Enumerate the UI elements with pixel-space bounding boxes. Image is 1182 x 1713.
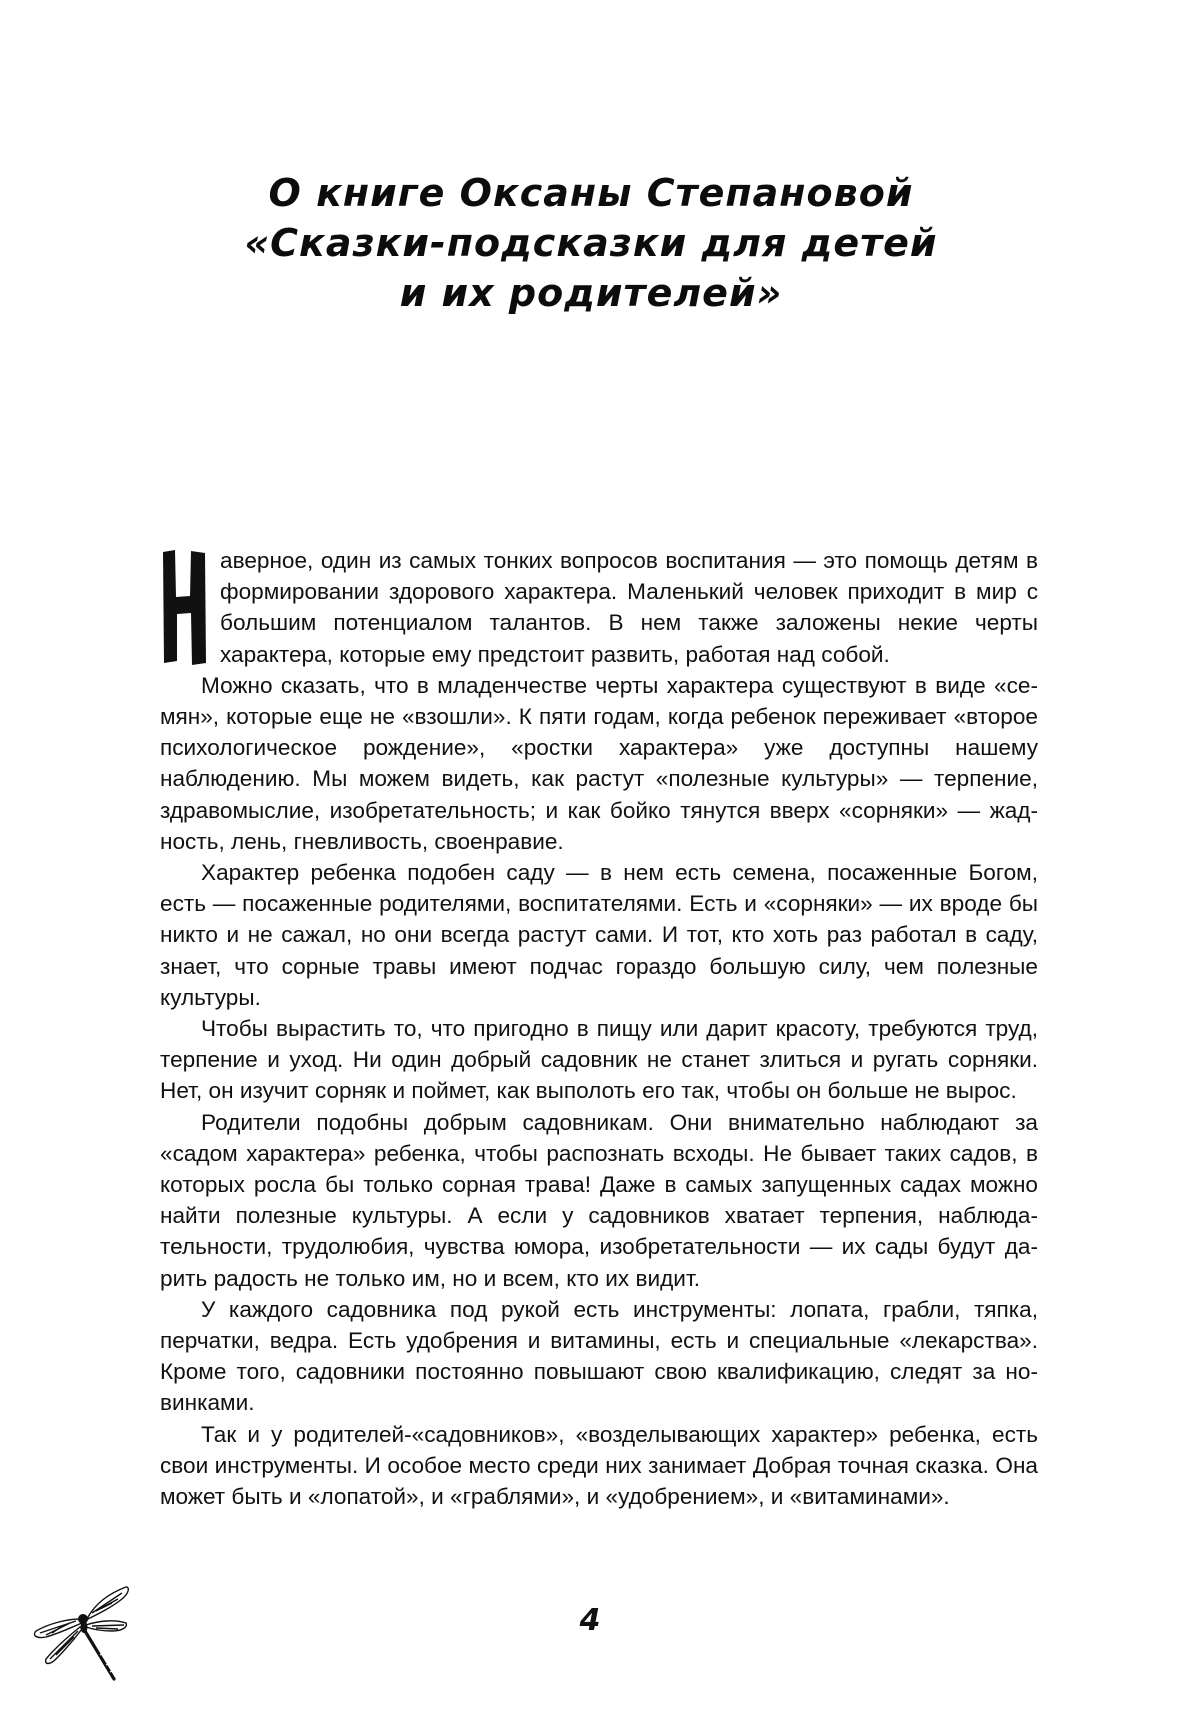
chapter-title-line-1: О книге Оксаны Степановой (268, 171, 914, 215)
paragraph-6: У каждого садовника под рукой есть инструменты: лопата, грабли, тяпка, перчатки, ведра. Есть удобрения и витамины, есть и специальные «лекарства». Кроме того, садовники постоянно повышают свою квалификацию, следят за новинками. (160, 1296, 1038, 1416)
paragraph-2: Можно сказать, что в младенчестве черты характера существуют в виде «семян», которые еще не «взошли». К пяти годам, когда ребенок переживает «второе психологическое рождение», «ростки характера» уже доступны нашему наблюдению. Мы можем видеть, как растут «полезные культуры» — терпение, здравомыслие, изобретательность; и как бойко тянутся вверх «сорняки» — жадность, лень, гневливость, своенравие. (160, 672, 1038, 854)
paragraph-5: Родители подобны добрым садовникам. Они внимательно наблюдают за «садом характера» ребенка, чтобы распознать всходы. Не бывает таких садов, в которых росла бы только сорная трава! Даже в самых запущенных садах можно найти полезные культуры. А если у садовников хватает терпения, наблюдательности, трудолюбия, чувства юмора, изобретательности — их сады будут дарить радость не только им, но и всем, кто их видит. (160, 1109, 1038, 1291)
paragraph-1 (160, 545, 1038, 670)
chapter-title (0, 168, 1182, 318)
drop-cap-letter (160, 549, 208, 667)
chapter-title-line-3: и их родителей» (399, 271, 783, 315)
dragonfly-icon (26, 1575, 136, 1695)
paragraph-7: Так и у родителей-«садовников», «возделывающих характер» ребенка, есть свои инструменты. И особое место среди них занимает Добрая точная сказка. Она может быть и «лопатой», и «граблями», и «удобрением», и «витаминами». (160, 1421, 1038, 1510)
drop-cap-glyph (160, 549, 208, 667)
body-text (160, 545, 1038, 1512)
paragraph-3: Характер ребенка подобен саду — в нем есть семена, посаженные Богом, есть — посаженные родителями, воспитателями. Есть и «сорняки» — их вроде бы никто и не сажал, но они всегда растут сами. И тот, кто хоть раз работал в саду, знает, что сорные травы имеют подчас гораздо большую силу, чем полезные культуры. (160, 860, 1038, 1010)
paragraph-1-text: аверное, один из самых тонких вопросов воспитания — это помощь детям в формировании здорового характера. Маленький человек приходит в мир с большим потенциалом талантов. В нем также заложены некие черты характера, которые ему предстоит развить, работая над собой. (220, 548, 1038, 667)
chapter-title-line-2: «Сказки-подсказки для детей (244, 221, 938, 265)
paragraph-4: Чтобы вырастить то, что пригодно в пищу или дарит красоту, требуются труд, терпение и уход. Ни один добрый садовник не станет злиться и ругать сорняки. Нет, он изучит сорняк и поймет, как выполоть его так, чтобы он больше не вырос. (160, 1016, 1038, 1104)
page-number: 4 (579, 1603, 601, 1638)
